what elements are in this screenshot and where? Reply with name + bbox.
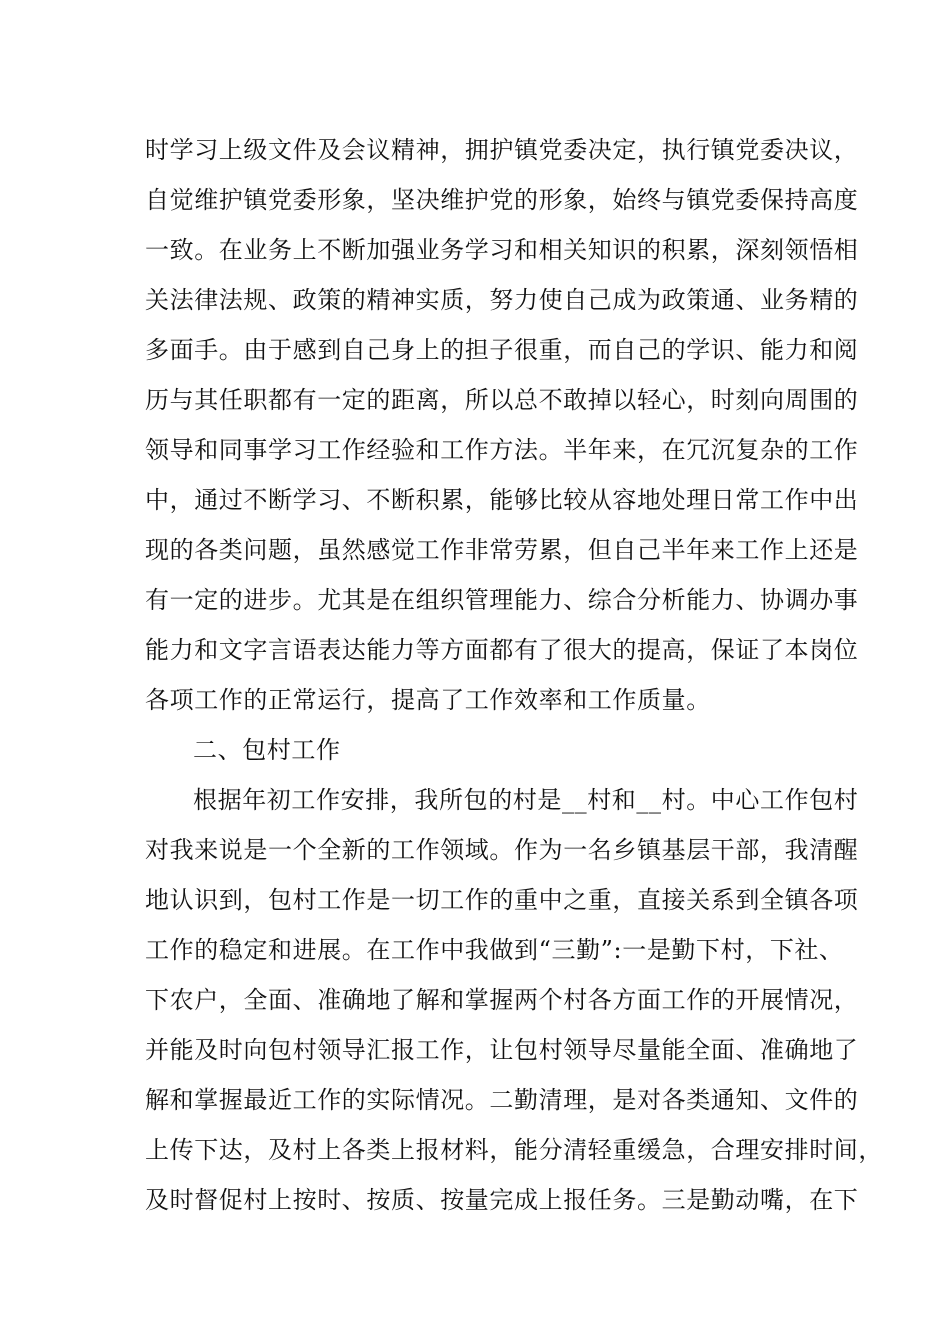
paragraph-line: 及时督促村上按时、按质、按量完成上报任务。三是勤动嘴，在下 bbox=[145, 1186, 859, 1214]
paragraph-line: 一致。在业务上不断加强业务学习和相关知识的积累，深刻领悟相 bbox=[145, 236, 859, 264]
paragraph-line: 领导和同事学习工作经验和工作方法。半年来，在冗沉复杂的工作 bbox=[145, 436, 859, 464]
paragraph-line: 上传下达，及村上各类上报材料，能分清轻重缓急，合理安排时间， bbox=[145, 1136, 883, 1164]
paragraph-line: 下农户，全面、准确地了解和掌握两个村各方面工作的开展情况， bbox=[145, 986, 859, 1014]
paragraph-line: 自觉维护镇党委形象，坚决维护党的形象，始终与镇党委保持高度 bbox=[145, 186, 859, 214]
paragraph-line: 解和掌握最近工作的实际情况。二勤清理，是对各类通知、文件的 bbox=[145, 1086, 859, 1114]
paragraph-line: 关法律法规、政策的精神实质，努力使自己成为政策通、业务精的 bbox=[145, 286, 859, 314]
paragraph-line: 工作的稳定和进展。在工作中我做到“三勤”:一是勤下村，下社、 bbox=[145, 936, 844, 964]
paragraph-line: 地认识到，包村工作是一切工作的重中之重，直接关系到全镇各项 bbox=[145, 886, 859, 914]
paragraph-line: 能力和文字言语表达能力等方面都有了很大的提高，保证了本岗位 bbox=[145, 636, 859, 664]
paragraph-line: 并能及时向包村领导汇报工作，让包村领导尽量能全面、准确地了 bbox=[145, 1036, 859, 1064]
paragraph-line: 时学习上级文件及会议精神，拥护镇党委决定，执行镇党委决议， bbox=[145, 136, 859, 164]
paragraph-line: 现的各类问题，虽然感觉工作非常劳累，但自己半年来工作上还是 bbox=[145, 536, 859, 564]
paragraph-line: 各项工作的正常运行，提高了工作效率和工作质量。 bbox=[145, 686, 711, 714]
paragraph-line: 对我来说是一个全新的工作领域。作为一名乡镇基层干部，我清醒 bbox=[145, 836, 859, 864]
paragraph-line: 多面手。由于感到自己身上的担子很重，而自己的学识、能力和阅 bbox=[145, 336, 859, 364]
paragraph-line: 有一定的进步。尤其是在组织管理能力、综合分析能力、协调办事 bbox=[145, 586, 859, 614]
paragraph-line: 根据年初工作安排，我所包的村是__村和__村。中心工作包村 bbox=[193, 786, 859, 814]
paragraph-line: 历与其任职都有一定的距离，所以总不敢掉以轻心，时刻向周围的 bbox=[145, 386, 859, 414]
section-heading: 二、包村工作 bbox=[193, 736, 341, 764]
paragraph-line: 中，通过不断学习、不断积累，能够比较从容地处理日常工作中出 bbox=[145, 486, 859, 514]
